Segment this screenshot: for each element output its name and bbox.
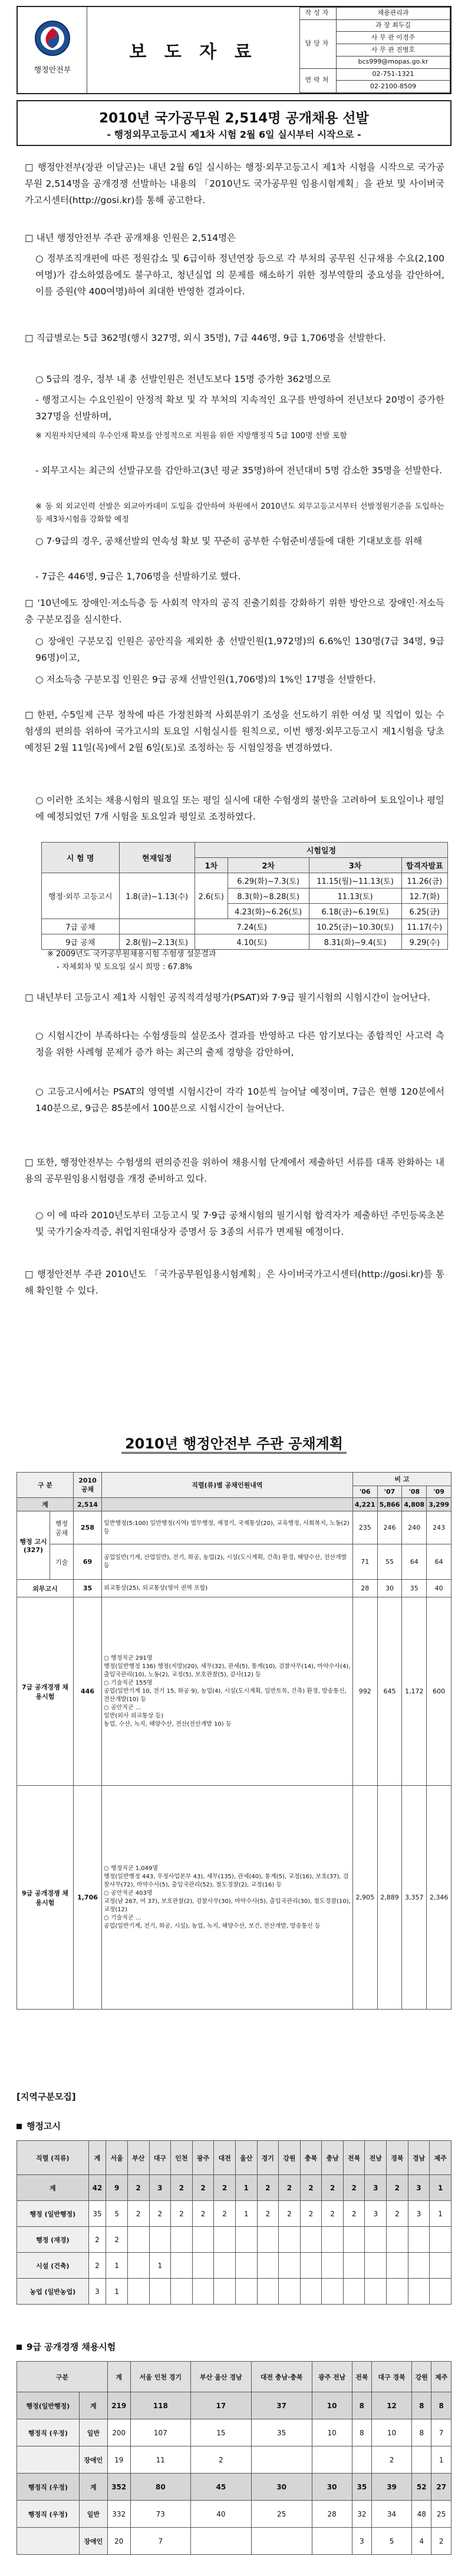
table-cell: 1 bbox=[106, 2279, 128, 2305]
table-cell: 2 bbox=[322, 2201, 344, 2227]
col-header: 전북 bbox=[343, 2141, 365, 2175]
meta-value: 사 무 관 진병호 bbox=[337, 44, 450, 57]
col-header: 계 bbox=[107, 2362, 130, 2392]
table-cell: 3 bbox=[365, 2201, 387, 2227]
table-cell: 332 bbox=[107, 2501, 130, 2528]
col-header: 전남 bbox=[365, 2141, 387, 2175]
table-cell: 3 bbox=[88, 2279, 106, 2305]
meta-label: 작성자 bbox=[300, 8, 337, 20]
col-header: 광주 bbox=[192, 2141, 214, 2175]
table-cell bbox=[192, 2227, 214, 2253]
table-cell: 2 bbox=[343, 2175, 365, 2201]
table-cell: 2 bbox=[322, 2175, 344, 2201]
table-cell: 3 bbox=[408, 2201, 430, 2227]
table-cell: 7 bbox=[431, 2419, 451, 2446]
paragraph: ○ 5급의 경우, 정부 내 총 선발인원은 전년도보다 15명 증가한 362명으로 bbox=[35, 374, 331, 384]
table-cell: 73 bbox=[130, 2501, 191, 2528]
exam-schedule-table bbox=[41, 842, 448, 950]
note: - 자체회차 및 토요일 실시 희망 : 67.8% bbox=[57, 963, 192, 972]
col-header: 대구 경북 bbox=[372, 2362, 412, 2392]
table-row bbox=[17, 2528, 451, 2555]
table-cell: 2 bbox=[171, 2201, 193, 2227]
paragraph: □ 또한, 행정안전부는 수험생의 편의증진을 위하여 채용시험 단계에서 제출하던 서류를 대폭 완화하는 내용의 공무원임용시험령을 개정 준비하고 있다. bbox=[25, 1157, 444, 1184]
table-cell: 45 bbox=[191, 2474, 252, 2501]
table-cell: 2 bbox=[279, 2175, 301, 2201]
note: ※ 2009년도 국가공무원채용시험 수험생 설문결과 bbox=[47, 950, 216, 959]
col-header: 비 고 bbox=[352, 1473, 451, 1486]
row-subheader: 장애인 bbox=[79, 2528, 107, 2555]
paragraph: ○ 저소득층 구분모집 인원은 9급 공채 선발인원(1,706명)의 1%인 17명을 선발한다. bbox=[35, 674, 376, 685]
table-cell bbox=[430, 2227, 451, 2253]
table-cell bbox=[257, 2253, 279, 2279]
col-header: 합격자발표 bbox=[401, 858, 447, 873]
table-row: 행정·외무 고등고시 1.8(금)~1.13(수) 2.6(토) 6.29(화)~7.3(토) 11.15(월)~11.13(토) 11.26(금) bbox=[42, 873, 448, 888]
table-cell: 2 bbox=[192, 2175, 214, 2201]
table-row-total: 계 2,514 4,221 5,866 4,808 3,299 bbox=[17, 1498, 451, 1511]
paragraph: □ 내년부터 고등고시 제1차 시험인 공직적격성평가(PSAT)와 7·9급 필기시험의 시험시간이 늘어난다. bbox=[25, 992, 430, 1003]
logo-cell bbox=[18, 7, 87, 93]
table-cell: 2 bbox=[387, 2175, 408, 2201]
col-header: 울산 bbox=[235, 2141, 257, 2175]
contact-table bbox=[299, 7, 450, 93]
table-cell bbox=[149, 2279, 171, 2305]
table-cell bbox=[171, 2253, 193, 2279]
row-header: 시설 (건축) bbox=[17, 2253, 89, 2279]
col-header: 2010 공채 bbox=[74, 1473, 102, 1498]
paragraph: ○ 시험시간이 부족하다는 수험생들의 설문조사 결과를 반영하고 다른 암기보다는 종합적인 사고력 측정을 위한 사례형 문제가 증가 하는 최근의 출제 경향을 감안하여, bbox=[35, 1030, 444, 1057]
table-cell: 2 bbox=[387, 2201, 408, 2227]
col-header: 대전 충남·충북 bbox=[251, 2362, 312, 2392]
table-cell: 2 bbox=[127, 2175, 149, 2201]
row-header: 행정(일반행정) bbox=[17, 2392, 80, 2419]
col-header: 시험일정 bbox=[195, 843, 447, 858]
table-cell: 2 bbox=[106, 2227, 128, 2253]
col-header: 대전 bbox=[214, 2141, 236, 2175]
row-header: 행정 (재경) bbox=[17, 2227, 89, 2253]
col-header: 계 bbox=[88, 2141, 106, 2175]
table-cell: 1 bbox=[106, 2253, 128, 2279]
col-header: 현재일정 bbox=[119, 843, 195, 873]
table-cell bbox=[214, 2227, 236, 2253]
table-cell bbox=[430, 2279, 451, 2305]
table-cell: 200 bbox=[107, 2419, 130, 2446]
table-cell: 2 bbox=[257, 2201, 279, 2227]
table-cell bbox=[279, 2227, 301, 2253]
col-header: 직렬 (직류) bbox=[17, 2141, 89, 2175]
table-cell bbox=[408, 2253, 430, 2279]
table-cell bbox=[365, 2227, 387, 2253]
table-cell: 3 bbox=[365, 2175, 387, 2201]
table-cell: 15 bbox=[191, 2419, 252, 2446]
table-cell: 37 bbox=[251, 2392, 312, 2419]
table-cell bbox=[235, 2227, 257, 2253]
table-cell: 20 bbox=[107, 2528, 130, 2555]
row-header bbox=[17, 2528, 80, 2555]
table-cell: 219 bbox=[107, 2392, 130, 2419]
table-cell: 7 bbox=[130, 2528, 191, 2555]
paragraph: □ 행정안전부 주관 2010년도 「국가공무원임용시험계획」은 사이버국가고시센터(http://gosi.kr)를 통해 확인할 수 있다. bbox=[25, 1269, 444, 1296]
row-subheader: 계 bbox=[79, 2474, 107, 2501]
table-row: 7급 공개경쟁 채용시험 446 ○ 행정직군 291명 행정(일반행정 136) 행정(지방)(20), 세무(32), 관세(5), 통계(10), 검찰사무(14), 마약수사(4), 출입국관리(10), 노동(2), 교정(5), 보호관찰(5), 감사(12) 등 ○ 기술직군 155명 공업(일반기계 10, 전기 15, 화공 9), 농업(4), 시설(도시계획, 일반토목, 건축) 환경, 방송통신, 전산개발(10) 등 ○ 공안직군 ... 일반(외사 외교통상 등) 농업, 수산, 녹지, 해양수산, 전산(전산개발 10) 등 992 645 1,172 600 bbox=[17, 1597, 451, 1786]
meta-value: 사 무 관 이경주 bbox=[337, 32, 450, 44]
table-row bbox=[17, 2501, 451, 2528]
col-header: 충남 bbox=[322, 2141, 344, 2175]
table-cell: 2 bbox=[88, 2227, 106, 2253]
paragraph: - 7급은 446명, 9급은 1,706명을 선발하기로 했다. bbox=[35, 571, 241, 582]
col-header: '09 bbox=[427, 1486, 451, 1498]
plan-heading: 2010년 행정안전부 주관 공채계획 bbox=[0, 1432, 468, 1453]
table-cell: 352 bbox=[107, 2474, 130, 2501]
note: ※ 지원자치단체의 우수인재 확보를 안정적으로 지원을 위한 지방행정직 5급 100명 선발 포함 bbox=[35, 432, 347, 440]
table-cell: 80 bbox=[130, 2474, 191, 2501]
table-cell bbox=[387, 2227, 408, 2253]
table-cell bbox=[235, 2253, 257, 2279]
col-header: 1차 bbox=[195, 858, 228, 873]
table-cell: 5 bbox=[106, 2201, 128, 2227]
table-row: 9급 공개경쟁 채용시험 1,706 ○ 행정직군 1,049명 행정(일반행정 443, 우정사업본부 43), 세무(135), 관세(40), 통계(5), 교정(16), 보호(37), 검찰사무(72), 마약수사(5), 출입국관리(52), 철도경찰(2), 교정(16) 등 ○ 공안직군 403명 교정(남 267, 여 37), 보호관찰(2), 검찰사무(30), 마약수사(5), 출입국관리(30), 철도경찰(10), 교정(12) ○ 기술직군 ... 공업(일반기계, 전기, 화공, 시설), 농업, 녹지, 해양수산, 보건, 전산개발, 방송통신 등 2,905 2,889 3,357 2,346 bbox=[17, 1786, 451, 2010]
table-cell: 1 bbox=[431, 2446, 451, 2474]
table-cell: 2 bbox=[192, 2201, 214, 2227]
table-cell: 35 bbox=[88, 2201, 106, 2227]
col-header: 대구 bbox=[149, 2141, 171, 2175]
table-cell bbox=[343, 2253, 365, 2279]
table-row: 8.3(화)~8.28(토) 11.13(토) 12.7(화) bbox=[42, 888, 448, 904]
paragraph: ○ 7·9급의 경우, 공채선발의 연속성 확보 및 꾸준히 공부한 수험준비생들에 대한 기대보호를 위해 bbox=[35, 536, 423, 546]
col-header: 경기 bbox=[257, 2141, 279, 2175]
table-cell: 1 bbox=[430, 2201, 451, 2227]
table-cell: 2 bbox=[191, 2446, 252, 2474]
table-row bbox=[17, 2279, 451, 2305]
col-header: 경남 bbox=[408, 2141, 430, 2175]
table-cell: 10 bbox=[372, 2419, 412, 2446]
table-cell bbox=[365, 2279, 387, 2305]
row-subheader: 계 bbox=[79, 2392, 107, 2419]
table-cell bbox=[251, 2528, 312, 2555]
table-cell bbox=[352, 2446, 371, 2474]
table-cell: 1 bbox=[430, 2175, 451, 2201]
col-header: '08 bbox=[402, 1486, 427, 1498]
government-emblem-icon bbox=[34, 20, 71, 57]
table-cell bbox=[300, 2279, 322, 2305]
table-row bbox=[17, 2446, 451, 2474]
table-cell bbox=[300, 2253, 322, 2279]
table-cell: 2 bbox=[343, 2201, 365, 2227]
col-header: '06 bbox=[352, 1486, 377, 1498]
table-cell: 19 bbox=[107, 2446, 130, 2474]
meta-value: 채용관리과 bbox=[337, 8, 450, 20]
table-cell: 25 bbox=[251, 2501, 312, 2528]
table-cell bbox=[127, 2253, 149, 2279]
table-cell bbox=[192, 2279, 214, 2305]
table-cell bbox=[408, 2279, 430, 2305]
table-cell bbox=[322, 2253, 344, 2279]
table-cell bbox=[412, 2446, 431, 2474]
table-cell: 40 bbox=[191, 2501, 252, 2528]
table-cell: 10 bbox=[312, 2419, 352, 2446]
table-cell: 35 bbox=[251, 2419, 312, 2446]
row-header: 행정 (일반행정) bbox=[17, 2201, 89, 2227]
headline: 2010년 국가공무원 2,514명 공개채용 선발 bbox=[99, 111, 369, 126]
col-header: 제주 bbox=[430, 2141, 451, 2175]
table-cell: 8 bbox=[412, 2419, 431, 2446]
table-row bbox=[17, 2419, 451, 2446]
table-cell: 2 bbox=[372, 2446, 412, 2474]
table-cell bbox=[312, 2446, 352, 2474]
table-cell: 11 bbox=[130, 2446, 191, 2474]
table-cell: 8 bbox=[352, 2419, 371, 2446]
press-release-header bbox=[17, 6, 451, 94]
table-row: 행정 고시 (327) 행정 공채 258 일반행정(5:100) 일반행정(지역) 법무행정, 재경기, 국제통상(20), 교육행정, 사회복지, 노동(2) 등 235 246 240 243 bbox=[17, 1511, 451, 1544]
col-header: 강원 bbox=[279, 2141, 301, 2175]
row-subheader: 일반 bbox=[79, 2419, 107, 2446]
table-cell: 2 bbox=[257, 2175, 279, 2201]
section-heading: 9급 공개경쟁 채용시험 bbox=[17, 2340, 116, 2353]
section-heading: 행정고시 bbox=[17, 2120, 61, 2132]
col-header: 부산 울산 경남 bbox=[191, 2362, 252, 2392]
table-cell: 3 bbox=[149, 2175, 171, 2201]
table-cell bbox=[127, 2279, 149, 2305]
table-cell: 107 bbox=[130, 2419, 191, 2446]
table-cell: 5 bbox=[372, 2528, 412, 2555]
col-header: 시 험 명 bbox=[42, 843, 120, 873]
paragraph: □ 행정안전부(장관 이달곤)는 내년 2월 6일 실시하는 행정·외무고등고시 제1차 시험을 시작으로 국가공무원 2,514명을 공개경쟁 선발하는 내용의 「2010년도 국가공무원 임용시험계획」을 관보 및 사이버국가고시센터(http://gosi.kr)를 통해 공고한다. bbox=[25, 162, 444, 205]
regional-heading: [지역구분모집] bbox=[17, 2091, 76, 2102]
table-cell bbox=[343, 2227, 365, 2253]
col-header: 인천 bbox=[171, 2141, 193, 2175]
table-cell: 39 bbox=[372, 2474, 412, 2501]
meta-label: 담당자 bbox=[300, 19, 337, 68]
table-cell bbox=[387, 2253, 408, 2279]
table-cell bbox=[214, 2279, 236, 2305]
table-cell bbox=[192, 2253, 214, 2279]
table-cell: 2 bbox=[214, 2175, 236, 2201]
paragraph: ○ 이 에 따라 2010년도부터 고등고시 및 7·9급 공채시험의 필기시험 합격자가 제출하던 주민등록초본 및 국가기술자격증, 취업지원대상자 증명서 등 3종의 서류가 면제될 예정이다. bbox=[35, 1210, 444, 1237]
meta-value: 02-2100-8509 bbox=[337, 81, 450, 93]
recruitment-plan-table bbox=[17, 1472, 451, 2010]
table-row bbox=[17, 2175, 451, 2201]
paragraph: □ 내년 행정안전부 주관 공개채용 인원은 2,514명은 bbox=[25, 233, 236, 243]
table-cell bbox=[300, 2227, 322, 2253]
table-cell bbox=[312, 2528, 352, 2555]
table-cell bbox=[322, 2227, 344, 2253]
table-cell bbox=[279, 2279, 301, 2305]
table-cell: 3 bbox=[352, 2528, 371, 2555]
table-cell bbox=[430, 2253, 451, 2279]
headline-box bbox=[17, 100, 451, 146]
table-cell bbox=[365, 2253, 387, 2279]
table-cell: 25 bbox=[431, 2501, 451, 2528]
table-row bbox=[17, 2474, 451, 2501]
col-header: 충북 bbox=[300, 2141, 322, 2175]
table-cell: 12 bbox=[372, 2392, 412, 2419]
table-cell: 32 bbox=[352, 2501, 371, 2528]
table-cell bbox=[214, 2253, 236, 2279]
table-row: 외무고시 35 외교통상(25), 외교통상(영어 권역 포함) 28 30 35 40 bbox=[17, 1580, 451, 1597]
table-cell: 1 bbox=[149, 2253, 171, 2279]
table-cell: 2 bbox=[300, 2175, 322, 2201]
table-cell bbox=[149, 2227, 171, 2253]
square-bullet-icon bbox=[17, 2124, 22, 2129]
col-header: 직렬(류)별 공채인원내역 bbox=[102, 1473, 353, 1498]
col-header: 광주 전남 bbox=[312, 2362, 352, 2392]
table-cell: 2 bbox=[279, 2201, 301, 2227]
paragraph: ○ 정부조직개편에 따른 정원감소 및 6급이하 정년연장 등으로 각 부처의 공무원 신규채용 수요(2,100여명)가 감소하였음에도 불구하고, 청년실업 의 문제를 해소하기 위한 정부역할의 중요성을 감안하여, 이를 증원(약 400여명)하여 최대한 반영한 결과이다. bbox=[35, 253, 445, 297]
table-cell: 17 bbox=[191, 2392, 252, 2419]
col-header: 서울 인천 경기 bbox=[130, 2362, 191, 2392]
table-cell: 4 bbox=[412, 2528, 431, 2555]
col-header: 강원 bbox=[412, 2362, 431, 2392]
table-cell: 3 bbox=[408, 2175, 430, 2201]
table-cell: 9 bbox=[106, 2175, 128, 2201]
table-cell: 30 bbox=[251, 2474, 312, 2501]
paragraph: □ '10년에도 장애인·저소득층 등 사회적 약자의 공직 진출기회를 강화하기 위한 방안으로 장애인·저소득층 구분모집을 실시한다. bbox=[25, 598, 444, 625]
table-cell: 35 bbox=[352, 2474, 371, 2501]
col-header: 3차 bbox=[309, 858, 401, 873]
table-row: 7급 공채 7.24(토) 10.25(금)~10.30(토) 11.17(수) bbox=[42, 919, 448, 934]
table-cell bbox=[279, 2253, 301, 2279]
meta-value: 과 장 최두길 bbox=[337, 19, 450, 32]
table-cell: 42 bbox=[88, 2175, 106, 2201]
table-cell: 2 bbox=[300, 2201, 322, 2227]
paragraph: □ 직급별로는 5급 362명(행시 327명, 외시 35명), 7급 446명, 9급 1,706명을 선발한다. bbox=[25, 333, 386, 343]
table-cell bbox=[343, 2279, 365, 2305]
table-cell: 52 bbox=[412, 2474, 431, 2501]
table-cell bbox=[257, 2227, 279, 2253]
paragraph: ○ 이러한 조치는 채용시험의 필요일 또는 평일 실시에 대한 수험생의 불만을 고려하여 토요일이나 평일에 예정되었던 7개 시험을 토요일과 평일로 조정하였다. bbox=[35, 795, 444, 822]
row-header: 행정직 (우정) bbox=[17, 2419, 80, 2446]
table-row bbox=[17, 2392, 451, 2419]
table-cell: 30 bbox=[312, 2474, 352, 2501]
row-header: 농업 (일반농업) bbox=[17, 2279, 89, 2305]
paragraph: □ 한편, 수5일제 근무 정착에 따른 가정친화적 사회분위기 조성을 선도하기 위한 여성 및 직업이 있는 수험생의 편의를 위하여 국가고시의 토요일 시험실시를 원칙으로, 이번 행정·외무고등고시 제1시험을 당초 예정된 2월 11일(목)에서 2월 6일(토)로 조정하는 등 시험일정을 변경하였다. bbox=[25, 710, 444, 753]
col-header: 서울 bbox=[106, 2141, 128, 2175]
table-cell bbox=[127, 2227, 149, 2253]
table-cell: 2 bbox=[214, 2201, 236, 2227]
table-cell: 10 bbox=[312, 2392, 352, 2419]
paragraph: ○ 고등고시에서는 PSAT의 영역별 시험시간이 각각 10분씩 늘어날 예정이며, 7급은 현행 120분에서 140분으로, 9급은 85분에서 100분으로 시험시간이 늘어난다. bbox=[35, 1086, 444, 1113]
table-cell: 2 bbox=[127, 2201, 149, 2227]
org-name: 행정안전부 bbox=[34, 66, 71, 75]
col-header: 제주 bbox=[431, 2362, 451, 2392]
table-cell: 118 bbox=[130, 2392, 191, 2419]
col-header: 부산 bbox=[127, 2141, 149, 2175]
row-header: 행정직 (우정) bbox=[17, 2474, 80, 2501]
table-cell: 8 bbox=[352, 2392, 371, 2419]
table-cell bbox=[235, 2279, 257, 2305]
table-cell: 8 bbox=[412, 2392, 431, 2419]
paragraph: - 행정고시는 수요인원이 안정적 확보 및 각 부처의 지속적인 요구를 반영하여 전년보다 20명이 증가한 327명을 선발하며, bbox=[35, 394, 444, 422]
table-cell: 28 bbox=[312, 2501, 352, 2528]
regional-table-grade9 bbox=[17, 2361, 451, 2555]
meta-label: 연락처 bbox=[300, 68, 337, 92]
row-header: 행정직 (우정) bbox=[17, 2501, 80, 2528]
table-cell: 1 bbox=[235, 2201, 257, 2227]
table-cell bbox=[322, 2279, 344, 2305]
square-bullet-icon bbox=[17, 2345, 22, 2350]
table-row: 4.23(화)~6.26(토) 6.18(금)~6.19(토) 6.25(금) bbox=[42, 904, 448, 919]
table-cell bbox=[171, 2227, 193, 2253]
col-header: 전북 bbox=[352, 2362, 371, 2392]
table-row: 기술 69 공업일반(기계, 산업일반), 전기, 화공, 농업(2), 시설(도시계획, 건축) 환경, 해양수산, 전산개발 등 71 55 64 64 bbox=[17, 1544, 451, 1580]
table-cell bbox=[387, 2279, 408, 2305]
col-header: 2차 bbox=[228, 858, 309, 873]
meta-value: 02-751-1321 bbox=[337, 68, 450, 81]
col-header: '07 bbox=[377, 1486, 402, 1498]
table-cell: 2 bbox=[171, 2175, 193, 2201]
row-header bbox=[17, 2446, 80, 2474]
table-cell: 2 bbox=[431, 2528, 451, 2555]
table-cell bbox=[251, 2446, 312, 2474]
table-cell bbox=[408, 2227, 430, 2253]
paragraph: ○ 장애인 구분모집 인원은 공안직을 제외한 총 선발인원(1,972명)의 6.6%인 130명(7급 34명, 9급 96명)이고, bbox=[35, 636, 444, 663]
table-cell bbox=[191, 2528, 252, 2555]
col-header: 경북 bbox=[387, 2141, 408, 2175]
sub-headline: - 행정외무고등고시 제1차 시험 2월 6일 실시부터 시작으로 - bbox=[107, 129, 361, 140]
doc-type-title: 보 도 자 료 bbox=[129, 42, 258, 62]
table-cell: 48 bbox=[412, 2501, 431, 2528]
table-row: 9급 공채 2.8(월)~2.13(토) 4.10(토) 8.31(화)~9.4(토) 9.29(수) bbox=[42, 934, 448, 950]
col-header: 구분 bbox=[17, 2362, 108, 2392]
row-subheader: 장애인 bbox=[79, 2446, 107, 2474]
regional-table-highexam bbox=[17, 2140, 451, 2305]
table-cell: 34 bbox=[372, 2501, 412, 2528]
table-cell bbox=[171, 2279, 193, 2305]
row-header: 계 bbox=[17, 2175, 89, 2201]
table-cell: 27 bbox=[431, 2474, 451, 2501]
note: ※ 동 외 외교인력 선발은 외교아카데미 도입을 감안하여 차원에서 2010년도 외무고등고시부터 선발정원기준을 도입하는 등 제3차시험을 강화할 예정 bbox=[35, 502, 444, 524]
table-row bbox=[17, 2253, 451, 2279]
table-cell bbox=[257, 2279, 279, 2305]
table-cell: 1 bbox=[235, 2175, 257, 2201]
table-cell: 2 bbox=[149, 2201, 171, 2227]
col-header: 구 분 bbox=[17, 1473, 74, 1498]
paragraph: - 외무고시는 최근의 선발규모를 감안하고(3년 평균 35명)하여 전년대비 5명 감소한 35명을 선발한다. bbox=[35, 465, 442, 476]
table-row bbox=[17, 2201, 451, 2227]
email-link[interactable]: bcs999@mopas.go.kr bbox=[337, 56, 450, 68]
table-row bbox=[17, 2227, 451, 2253]
row-subheader: 일반 bbox=[79, 2501, 107, 2528]
table-cell: 8 bbox=[431, 2392, 451, 2419]
table-cell: 2 bbox=[88, 2253, 106, 2279]
